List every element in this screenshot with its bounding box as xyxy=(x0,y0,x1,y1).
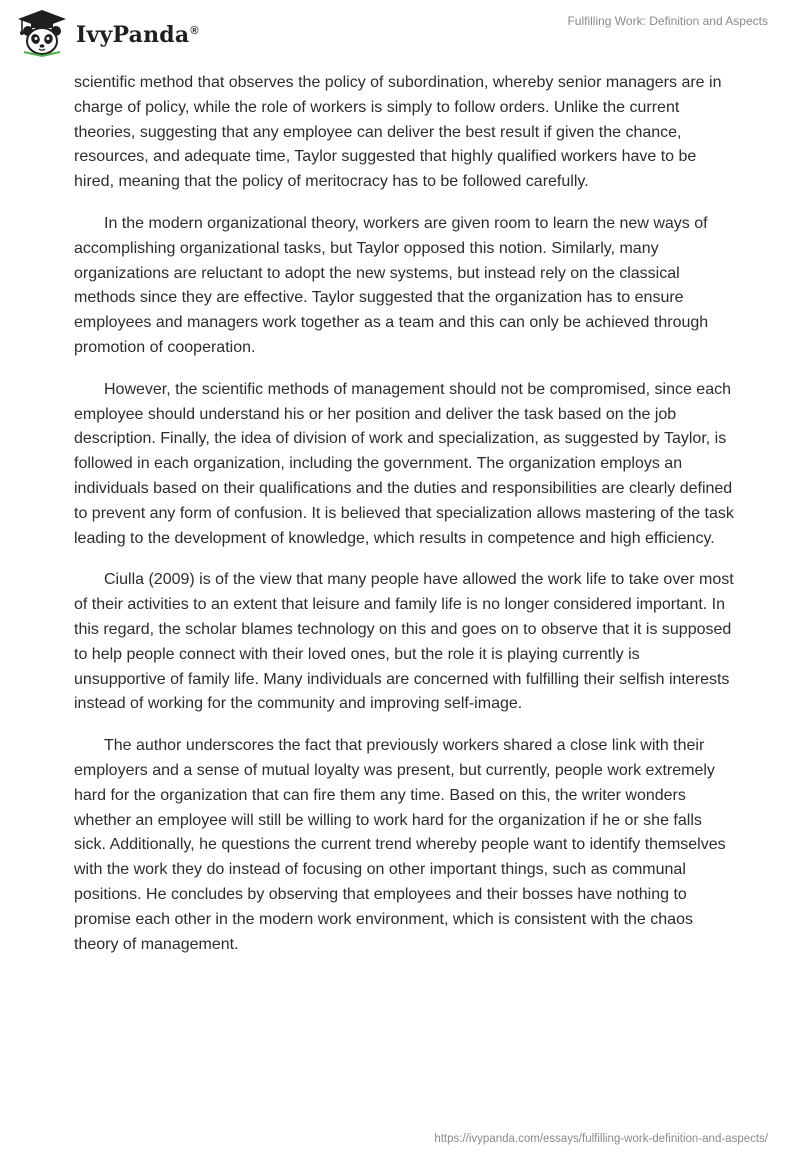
ivypanda-logo[interactable] xyxy=(14,8,199,58)
paragraph: Ciulla (2009) is of the view that many people have allowed the work life to take over most of their activities to an extent that leisure and family life is no longer considered important. In this regard, the scholar blames technology on this and goes on to observe that it is supposed to help people connect with their loved ones, but the role it is playing currently is unsupportive of family life. Many individuals are concerned with fulfilling their selfish interests instead of working for the community and improving self-image. xyxy=(74,571,734,713)
brand-label: IvyPanda xyxy=(76,22,190,48)
registered-mark: ® xyxy=(190,24,199,37)
panda-graduate-icon xyxy=(14,8,70,58)
document-title: Fulfilling Work: Definition and Aspects xyxy=(567,14,768,28)
essay-body xyxy=(74,71,734,974)
paragraph: scientific method that observes the policy of subordination, whereby senior managers are in charge of policy, while the role of workers is simply to follow orders. Unlike the current theories, suggesting that any employee can deliver the best result if given the chance, resources, and adequate time, Taylor suggested that highly qualified workers have to be hired, meaning that the policy of meritocracy has to be followed carefully. xyxy=(74,74,722,191)
source-url-link[interactable]: https://ivypanda.com/essays/fulfilling-work-definition-and-aspects/ xyxy=(434,1133,768,1145)
brand-name xyxy=(76,22,199,48)
paragraph: The author underscores the fact that previously workers shared a close link with their employers and a sense of mutual loyalty was present, but currently, people work extremely hard for the organization that can fire them any time. Based on this, the writer wonders whether an employee will still be willing to work hard for the organization if he or she falls sick. Additionally, he questions the current trend whereby people want to identify themselves with the work they do instead of focusing on other important things, such as communal positions. He concludes by observing that employees and their bosses have nothing to promise each other in the modern work environment, which is consistent with the chaos theory of management. xyxy=(74,737,726,953)
paragraph: In the modern organizational theory, workers are given room to learn the new ways of accomplishing organizational tasks, but Taylor opposed this notion. Similarly, many organizations are reluctant to adopt the new systems, but instead rely on the classical methods since they are effective. Taylor suggested that the organization has to ensure employees and managers work together as a team and this can only be achieved through promotion of cooperation. xyxy=(74,214,709,356)
paragraph: However, the scientific methods of management should not be compromised, since each employee should understand his or her position and deliver the task based on the job description. Finally, the idea of division of work and specialization, as suggested by Taylor, is followed in each organization, including the government. The organization employs an individuals based on their qualifications and the duties and responsibilities are clearly defined to prevent any form of confusion. It is believed that specialization allows mastering of the task leading to the development of knowledge, which results in competence and high efficiency. xyxy=(74,380,734,547)
page-header xyxy=(0,0,800,70)
